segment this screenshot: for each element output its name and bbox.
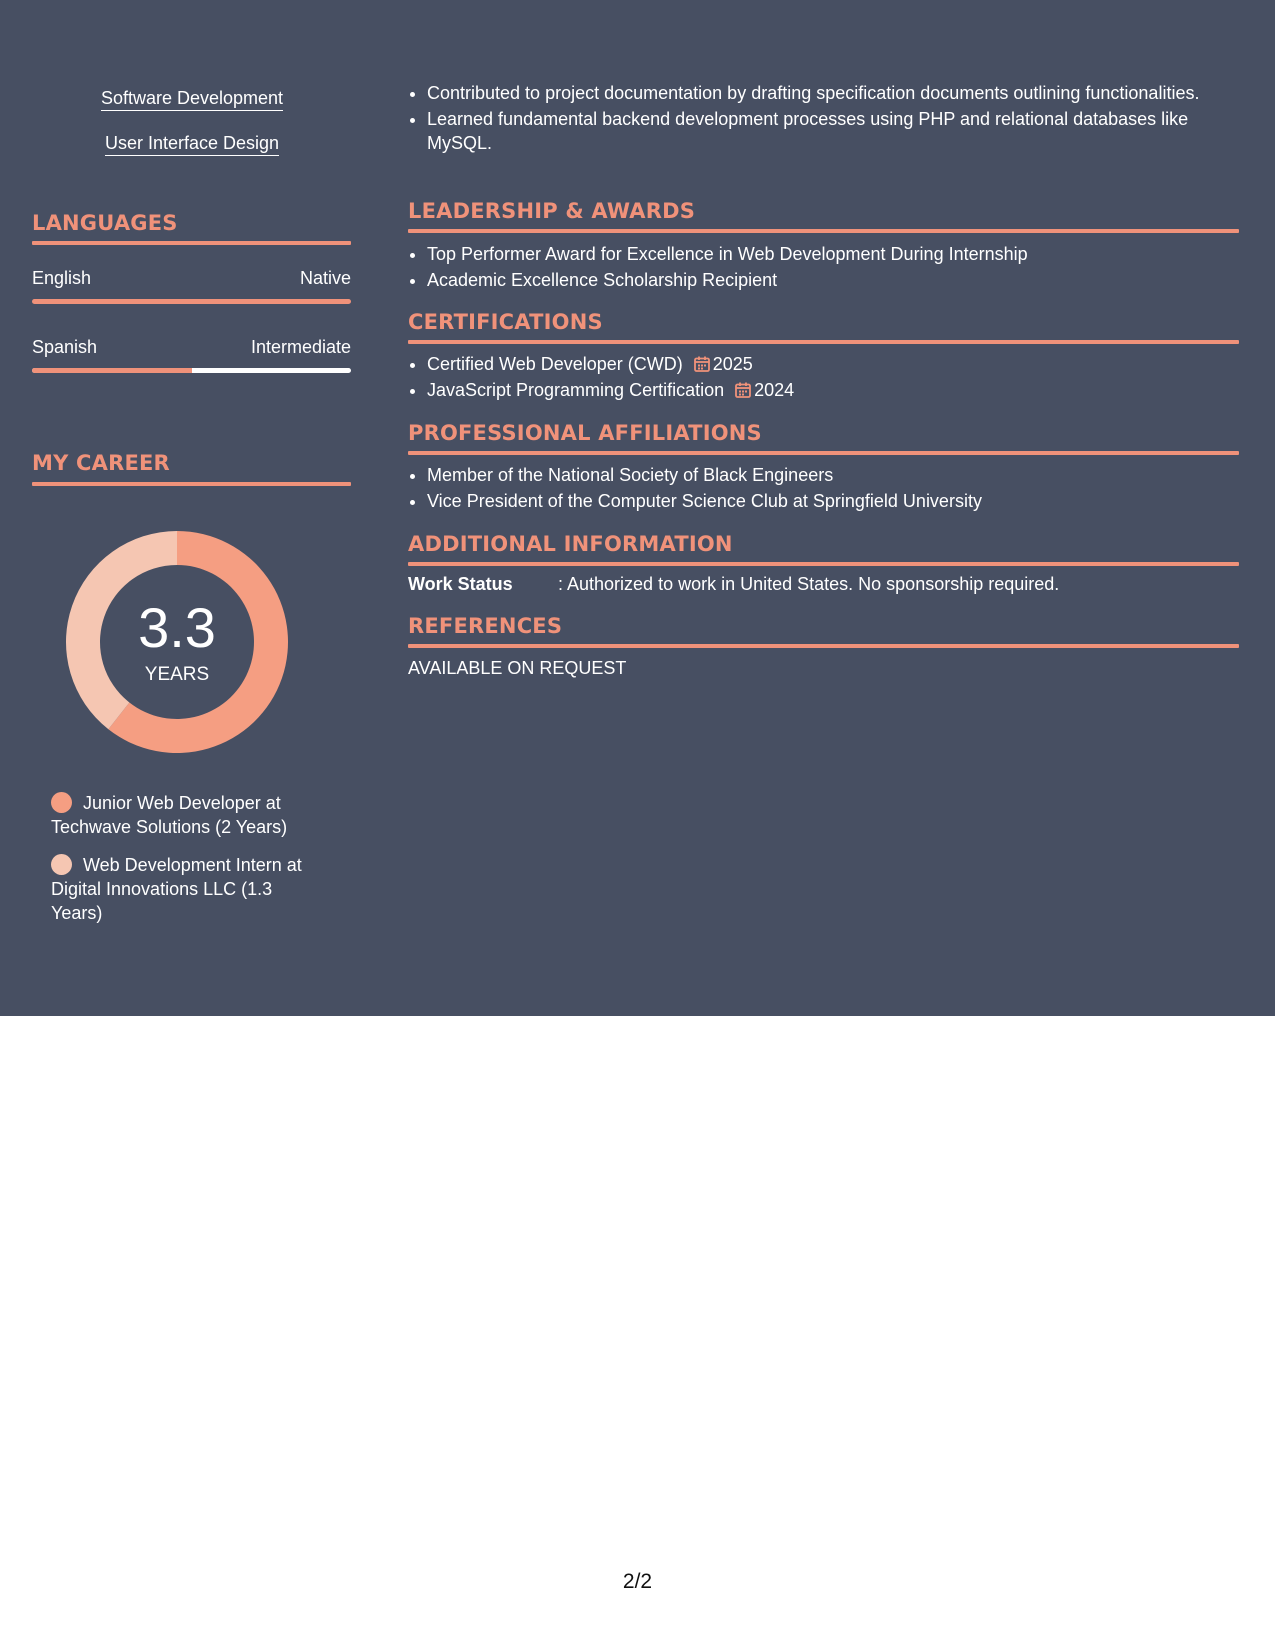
- language-row-spanish: [32, 337, 351, 358]
- career-total-years: 3.3: [138, 596, 216, 659]
- language-level-fill: [32, 299, 351, 304]
- experience-bullets: [408, 81, 1239, 157]
- certification-item: [427, 352, 1239, 376]
- list-item: • Top Performer Award for Excellence in Web Development During Internship: [427, 242, 1239, 266]
- leadership-title: LEADERSHIP & AWARDS: [408, 199, 696, 223]
- skill-link-software-development[interactable]: [32, 88, 352, 109]
- certification-item: [427, 378, 1239, 402]
- certifications-title: CERTIFICATIONS: [408, 310, 603, 334]
- references-value: AVAILABLE ON REQUEST: [408, 658, 627, 678]
- legend-swatch: [51, 854, 72, 875]
- language-level: Native: [299, 268, 351, 288]
- additional-info-title: ADDITIONAL INFORMATION: [408, 532, 733, 556]
- section-divider: [408, 562, 1239, 566]
- certification-year: 2025: [712, 354, 753, 374]
- language-level: Intermediate: [250, 337, 351, 357]
- language-name: English: [32, 268, 92, 288]
- section-divider: [408, 451, 1239, 455]
- certification-name: Certified Web Developer (CWD): [427, 354, 683, 374]
- calendar-icon: [693, 355, 711, 373]
- list-item: • Member of the National Society of Black Engineers: [427, 463, 1239, 487]
- language-level-fill: [32, 368, 192, 373]
- legend-item: [51, 791, 326, 839]
- list-item: • Academic Excellence Scholarship Recipient: [427, 268, 1239, 292]
- references-title: REFERENCES: [408, 614, 563, 638]
- affiliations-list: [408, 463, 1239, 515]
- language-name: Spanish: [32, 337, 98, 357]
- language-level-bar: [32, 299, 351, 304]
- section-divider: [408, 340, 1239, 344]
- legend-swatch: [51, 792, 72, 813]
- language-level-bar: [32, 368, 351, 373]
- certification-name: JavaScript Programming Certification: [427, 380, 725, 400]
- work-status-row: [408, 574, 1059, 595]
- skill-link-ui-design[interactable]: [32, 133, 352, 154]
- calendar-icon: [734, 381, 752, 399]
- leadership-list: [408, 242, 1239, 294]
- section-divider: [32, 241, 351, 245]
- page-number: 2/2: [622, 1570, 653, 1593]
- section-divider: [408, 229, 1239, 233]
- certifications-list: [408, 352, 1239, 404]
- career-total-unit: YEARS: [144, 664, 210, 685]
- skill-label: User Interface Design: [105, 133, 279, 156]
- affiliations-title: PROFESSIONAL AFFILIATIONS: [408, 421, 762, 445]
- list-item: • Vice President of the Computer Science Club at Springfield University: [427, 489, 1239, 513]
- languages-title: LANGUAGES: [32, 211, 178, 235]
- skill-label: Software Development: [101, 88, 283, 111]
- certification-year: 2024: [754, 380, 795, 400]
- language-row-english: [32, 268, 351, 289]
- work-status-label: Work Status: [408, 574, 513, 594]
- legend-item: [51, 853, 326, 925]
- legend-label: Junior Web Developer at Techwave Solutions (2 Years): [51, 793, 288, 837]
- section-divider: [408, 644, 1239, 648]
- legend-label: Web Development Intern at Digital Innovations LLC (1.3 Years): [51, 855, 302, 923]
- list-item: • Contributed to project documentation by drafting specification documents outlining functionalities.: [427, 81, 1239, 105]
- work-status-value: : Authorized to work in United States. No sponsorship required.: [558, 574, 1060, 594]
- list-item: • Learned fundamental backend development processes using PHP and relational databases like MySQL.: [427, 107, 1239, 155]
- career-title: MY CAREER: [32, 451, 170, 475]
- section-divider: [32, 482, 351, 486]
